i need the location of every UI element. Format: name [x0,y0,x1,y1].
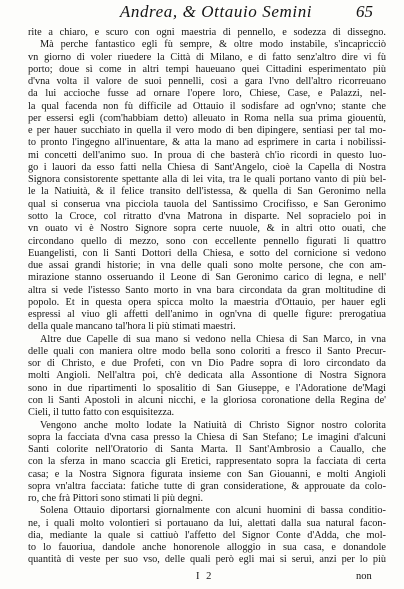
text-line: le la Natiuità, & il felice transito dell'istessa, & quella di San Geronimo nella [28,186,386,198]
text-line: porto; doue sì come in altri tempi haueuano quei Cittadini esperimentato più [28,63,386,75]
text-line: ro, che frà Pittori sono stimati li più degni. [28,493,204,505]
body-text [28,27,386,567]
text-line: per essersi egli (com'habbiam detto) alleuato in Roma nella sua prima giouentù, [28,112,386,124]
text-line: vn ouato vi è Nostro Signore sopra certe nuuole, & in altri otto ouati, che [28,223,386,235]
text-line: mi concetti dell'animo suo. In proua di che basterà ch'io ricordi in questo luo- [28,149,386,161]
text-line: Mà perche fantastico egli fù sempre, & oltre modo instabile, s'incapricciò [40,39,386,51]
page-footer [0,570,404,586]
text-line: della quale mancano tal'hora li più stimati maestri. [28,321,236,333]
text-line: sono in due ripartimenti lo sposalitio di San Giuseppe, e l'Adoratione de'Magi [28,382,386,394]
text-line: circondano quello di mezzo, sono con eccellente pennello figurati li quattro [28,235,386,247]
text-line: con li Santi Apostoli in alcuni nicchi, e la gloriosa coronatione della Regina de' [28,394,386,406]
text-line: Vengono anche molto lodate la Natiuità di Christo Signor nostro colorita [40,419,386,431]
page-header [0,2,404,24]
text-line: popolo. Et in questa opera spicca molto la maestria d'Ottauio, per hauer egli [28,296,386,308]
catchword: non [356,571,372,582]
text-line: d'vna volta il valore de suoi pennelli, così a gara l'vno dell'altro ricorreuano [28,76,386,88]
text-line: con la sferza in mano scaccia gli Eretici, rappresentato sopra la facciata di certa [28,456,386,468]
text-line: sopra la facciata d'vna casa presso la Chiesa di San Stefano; Le imagini d'alcuni [28,431,386,443]
text-line: ne, i quali molto volontieri si portauano da lui, alettati dalla sua natural facon- [28,517,386,529]
running-head: Andrea, & Ottauio Semini [119,2,313,21]
text-line: Euangelisti, con li Santi Dottori della Chiesa, e sotto del cornicione si vedono [28,247,386,259]
text-line: molti Angioli. Nell'altra poi, ch'è dedicata alla Assontione di Nostra Signora [28,370,386,382]
text-line: due assai grandi historie; in vna delle quali sono molte persone, che con am- [28,260,386,272]
text-line: rite a chiaro, e scuro con ogni maestria di pennello, e sodezza di dissegno. [28,27,386,38]
text-line: Santi colorite nell'Oratorio di Santa Marta. Il Sant'Ambrosio a Cauallo, che [28,444,386,456]
text-line: Signora consistorente spettante alla di lei vita, tra le quali portano vanto di più bel- [28,174,386,186]
text-line: to lo fauoriua, dandole anche honorenole alloggio in sua casa, e donandole [28,542,386,554]
text-line: Solena Ottauio diportarsi giornalmente con alcuni huomini di bassa conditio- [40,505,386,517]
text-line: go i lauori da esso fatti nella Chiesa di Sant'Angelo, cioè la Capella di Nostra [28,161,386,173]
text-line: sor di Christo, e due Profeti, con vn Dio Padre sopra di loro circondato da [28,358,386,370]
text-line: Cieli, il tutto fatto con esquisitezza. [28,407,175,419]
text-line: delle quali con maniera oltre modo bella sono coloriti a fresco il Santo Precur- [28,345,386,357]
text-line: vn giorno di voler riuedere la Città di Milano, e di fatto senz'altro dire vi fù [28,51,386,63]
text-line: casa; e la Nostra Signora figurata insieme con San Giouanni, e molti Angioli [28,468,386,480]
text-line: mirazione stanno osseruando il Leone di San Geronimo carico di legna, e nell' [28,272,386,284]
text-line: da lui accioche fusse ad ornare l'opere loro, Chiese, Case, e Palazzi, nel- [28,88,386,100]
text-line: la qual facenda non fù difficile ad Ottauio il sodisfare ad ogn'vno; stante che [28,100,386,112]
text-line: e per hauer succhiato in quella il vero modo di ben dipingere, sentiasi per tal mo- [28,125,386,137]
text-line: espressi al viuo gli affetti dell'animo in ogn'vna di quelle figure: prerogatiua [28,309,386,321]
text-line: dia, mediante la quale si cattiuò l'affetto del Signor Conte d'Adda, che mol- [28,529,386,541]
text-line: qual si conserua vna picciola tauola del Santissimo Crocifisso, e San Geronimo [28,198,386,210]
text-line: sotto la Croce, col ritratto d'vna Matrona in disparte. Nel sopracielo poi in [28,210,386,222]
text-line: quantità di veste per suo vso, delle quali però egli mai si seruì, anzi per lo più [28,554,386,566]
signature-mark: I 2 [196,571,214,582]
text-line: altra si vede l'istesso Santo morto in vna bara circondata da gran moltitudine di [28,284,386,296]
page-number: 65 [356,2,373,21]
text-line: sopra vn'altra facciata: fatiche tutte di gran consideratione, & approuate da colo- [28,480,386,492]
text-line: to pronto l'ingegno all'inuentare, & atta la mano ad esprimere in carta i nobilissi- [28,137,386,149]
text-line: Altre due Capelle di sua mano si vedono nella Chiesa di San Marco, in vna [40,333,386,345]
